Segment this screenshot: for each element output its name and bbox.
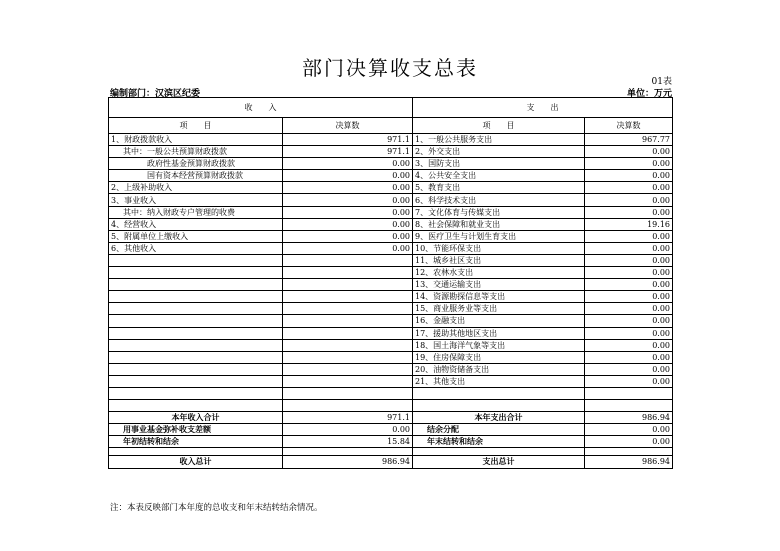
income-amount [283, 254, 413, 266]
expense-item: 15、商业服务业等支出 [413, 303, 585, 315]
dept-label: 编制部门：汉滨区纪委 [110, 89, 201, 99]
expense-amount: 0.00 [585, 279, 673, 291]
spacer-row [109, 448, 673, 456]
expense-section-header: 支 出 [413, 98, 673, 118]
income-amount: 971.1 [283, 146, 413, 158]
table-row [109, 170, 673, 182]
income-item [109, 291, 283, 303]
expense-amount: 0.00 [585, 375, 673, 387]
income-amount: 971.1 [283, 134, 413, 146]
expense-amount: 0.00 [585, 363, 673, 375]
expense-amount: 0.00 [585, 267, 673, 279]
expense-total-label: 结余分配 [413, 424, 585, 436]
table-row [109, 351, 673, 363]
income-item [109, 375, 283, 387]
expense-item [413, 400, 585, 412]
income-item [109, 387, 283, 399]
table-row [109, 303, 673, 315]
income-amount: 0.00 [283, 170, 413, 182]
table-row [109, 206, 673, 218]
expense-item: 11、城乡社区支出 [413, 254, 585, 266]
expense-total-amount: 986.94 [585, 412, 673, 424]
expense-amount: 0.00 [585, 291, 673, 303]
income-item [109, 267, 283, 279]
table-row [109, 158, 673, 170]
expense-item: 6、科学技术支出 [413, 194, 585, 206]
income-amount [283, 303, 413, 315]
income-item: 6、其他收入 [109, 242, 283, 254]
expense-amount: 0.00 [585, 327, 673, 339]
table-row [109, 291, 673, 303]
expense-item: 3、国防支出 [413, 158, 585, 170]
expense-amount: 0.00 [585, 339, 673, 351]
table-row [109, 387, 673, 399]
form-code: 01表 [651, 77, 672, 87]
table-row [109, 279, 673, 291]
expense-item: 19、住房保障支出 [413, 351, 585, 363]
income-amount-header: 决算数 [283, 118, 413, 134]
expense-item: 10、节能环保支出 [413, 242, 585, 254]
income-amount [283, 363, 413, 375]
income-item: 5、附属单位上缴收入 [109, 230, 283, 242]
expense-amount: 0.00 [585, 182, 673, 194]
income-amount [283, 387, 413, 399]
expense-amount: 0.00 [585, 146, 673, 158]
expense-amount-header: 决算数 [585, 118, 673, 134]
income-amount [283, 315, 413, 327]
income-item: 2、上级补助收入 [109, 182, 283, 194]
income-total-label: 用事业基金弥补收支差额 [109, 424, 283, 436]
income-item: 政府性基金预算财政拨款 [109, 158, 283, 170]
income-total-label: 年初结转和结余 [109, 436, 283, 448]
table-row [109, 375, 673, 387]
expense-item: 7、文化体育与传媒支出 [413, 206, 585, 218]
income-amount [283, 375, 413, 387]
income-item [109, 400, 283, 412]
expense-item: 20、油物资储备支出 [413, 363, 585, 375]
table-row [109, 315, 673, 327]
expense-amount: 0.00 [585, 254, 673, 266]
table-row [109, 182, 673, 194]
spacer-cell [585, 448, 673, 456]
footnote: 注：本表反映部门本年度的总收支和年末结转结余情况。 [110, 503, 323, 513]
income-item-header: 项 目 [109, 118, 283, 134]
income-amount [283, 327, 413, 339]
income-total-label: 本年收入合计 [109, 412, 283, 424]
table-row [109, 230, 673, 242]
expense-total-amount: 0.00 [585, 424, 673, 436]
income-amount: 0.00 [283, 230, 413, 242]
income-amount: 0.00 [283, 158, 413, 170]
income-item: 其中：纳入财政专户管理的收费 [109, 206, 283, 218]
table-row [109, 194, 673, 206]
income-amount: 0.00 [283, 218, 413, 230]
expense-item: 4、公共安全支出 [413, 170, 585, 182]
table-row [109, 327, 673, 339]
income-amount [283, 400, 413, 412]
income-amount [283, 351, 413, 363]
expense-total-label: 本年支出合计 [413, 412, 585, 424]
expense-item: 2、外交支出 [413, 146, 585, 158]
income-amount [283, 279, 413, 291]
spacer-cell [283, 448, 413, 456]
expense-item: 8、社会保障和就业支出 [413, 218, 585, 230]
income-amount: 0.00 [283, 206, 413, 218]
expense-item: 9、医疗卫生与计划生育支出 [413, 230, 585, 242]
spacer-cell [413, 448, 585, 456]
table-row [109, 363, 673, 375]
expense-item: 13、交通运输支出 [413, 279, 585, 291]
expense-item-header: 项 目 [413, 118, 585, 134]
expense-grand-total-amount: 986.94 [585, 456, 673, 468]
expense-grand-total-label: 支出总计 [413, 456, 585, 468]
income-item [109, 315, 283, 327]
expense-item: 21、其他支出 [413, 375, 585, 387]
expense-item: 12、农林水支出 [413, 267, 585, 279]
income-total-amount: 0.00 [283, 424, 413, 436]
expense-item: 1、一般公共服务支出 [413, 134, 585, 146]
income-item: 1、财政拨款收入 [109, 134, 283, 146]
expense-total-amount: 0.00 [585, 436, 673, 448]
grand-total-row [109, 456, 673, 468]
income-grand-total-amount: 986.94 [283, 456, 413, 468]
table-row [109, 267, 673, 279]
expense-amount [585, 387, 673, 399]
table-row [109, 254, 673, 266]
income-item: 3、事业收入 [109, 194, 283, 206]
income-item: 其中：一般公共预算财政拨款 [109, 146, 283, 158]
expense-amount: 0.00 [585, 194, 673, 206]
expense-amount [585, 400, 673, 412]
income-amount: 0.00 [283, 182, 413, 194]
expense-item: 5、教育支出 [413, 182, 585, 194]
expense-item: 14、资源勘探信息等支出 [413, 291, 585, 303]
page-title: 部门决算收支总表 [302, 56, 478, 80]
expense-amount: 19.16 [585, 218, 673, 230]
expense-amount: 0.00 [585, 230, 673, 242]
expense-amount: 0.00 [585, 303, 673, 315]
expense-total-label: 年末结转和结余 [413, 436, 585, 448]
expense-item: 18、国土海洋气象等支出 [413, 339, 585, 351]
expense-item [413, 387, 585, 399]
income-item [109, 303, 283, 315]
expense-amount: 0.00 [585, 315, 673, 327]
total-row [109, 424, 673, 436]
income-section-header: 收 入 [109, 98, 413, 118]
table-row [109, 218, 673, 230]
table-row [109, 242, 673, 254]
income-item [109, 339, 283, 351]
income-item: 4、经营收入 [109, 218, 283, 230]
table-row [109, 134, 673, 146]
income-grand-total-label: 收入总计 [109, 456, 283, 468]
income-amount [283, 291, 413, 303]
expense-amount: 967.77 [585, 134, 673, 146]
income-item [109, 351, 283, 363]
total-row [109, 436, 673, 448]
income-total-amount: 971.1 [283, 412, 413, 424]
income-item [109, 363, 283, 375]
expense-item: 16、金融支出 [413, 315, 585, 327]
income-item [109, 254, 283, 266]
expense-amount: 0.00 [585, 351, 673, 363]
expense-amount: 0.00 [585, 170, 673, 182]
expense-amount: 0.00 [585, 206, 673, 218]
income-item [109, 279, 283, 291]
expense-amount: 0.00 [585, 158, 673, 170]
income-item: 国有资本经营预算财政拨款 [109, 170, 283, 182]
total-row [109, 412, 673, 424]
income-amount: 0.00 [283, 194, 413, 206]
income-amount [283, 339, 413, 351]
table-row [109, 146, 673, 158]
income-item [109, 327, 283, 339]
spacer-cell [109, 448, 283, 456]
table-row [109, 400, 673, 412]
income-amount [283, 267, 413, 279]
table-row [109, 339, 673, 351]
expense-item: 17、援助其他地区支出 [413, 327, 585, 339]
income-amount: 0.00 [283, 242, 413, 254]
income-total-amount: 15.84 [283, 436, 413, 448]
summary-table [108, 97, 673, 469]
unit-label: 单位：万元 [626, 89, 672, 99]
expense-amount: 0.00 [585, 242, 673, 254]
